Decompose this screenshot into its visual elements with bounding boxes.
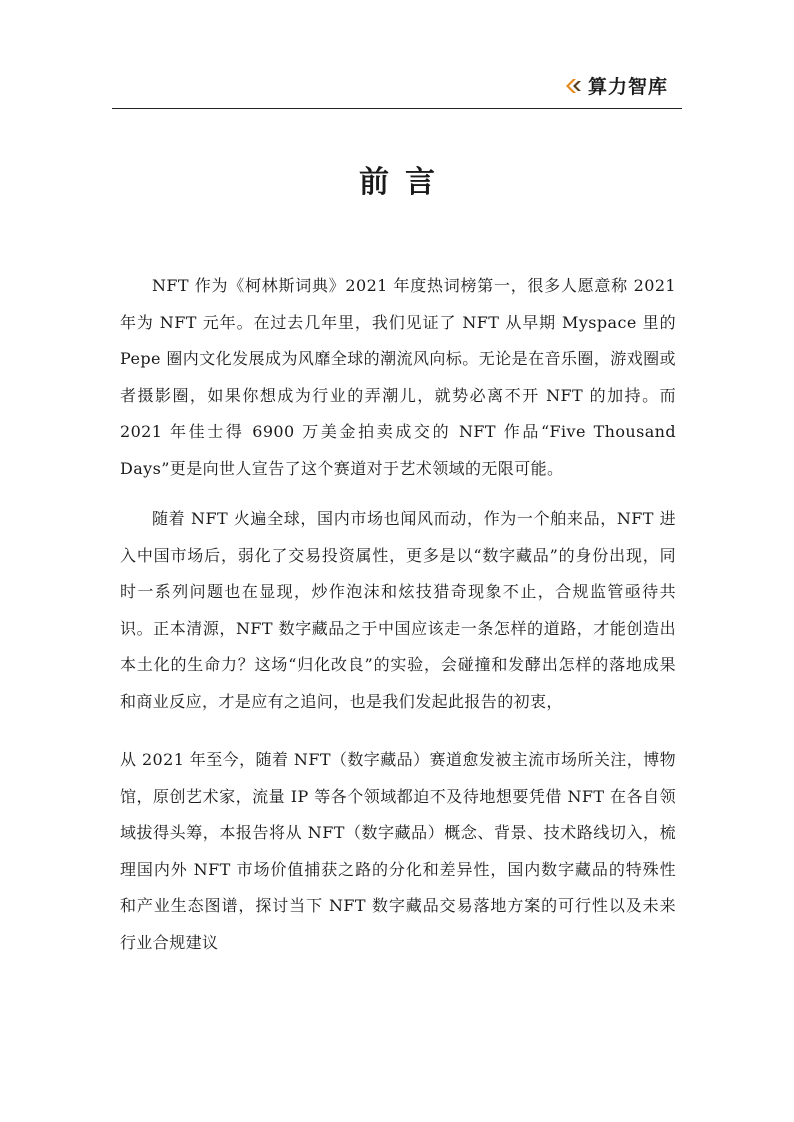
paragraph-3: 从 2021 年至今，随着 NFT（数字藏品）赛道愈发被主流市场所关注，博物馆，原创艺术家，流量 IP 等各个领域都迫不及待地想要凭借 NFT 在各自领域拔得头筹，本报告将从 NFT（数字藏品）概念、背景、技术路线切入，梳理国内外 NFT 市场价值捕获之路的分化和差异性，国内数字藏品的特殊性和产业生态图谱，探讨当下 NFT 数字藏品交易落地方案的可行性以及未来行业合规建议 bbox=[120, 750, 676, 952]
page-header bbox=[112, 60, 682, 109]
paragraph-1: NFT 作为《柯林斯词典》2021 年度热词榜第一，很多人愿意称 2021 年为 NFT 元年。在过去几年里，我们见证了 NFT 从早期 Myspace 里的 Pepe 圈内文化发展成为风靡全球的潮流风向标。无论是在音乐圈，游戏圈或者摄影圈，如果你想成为行业的弄潮儿，就势必离不开 NFT 的加持。而 2021 年佳士得 6900 万美金拍卖成交的 NFT 作品“Five Thousand Days”更是向世人宣告了这个赛道对于艺术领域的无限可能。 bbox=[120, 276, 676, 478]
logo bbox=[564, 72, 668, 99]
body-text bbox=[120, 268, 676, 961]
logo-mark-icon bbox=[564, 76, 584, 96]
page-title: 前言 bbox=[359, 165, 451, 200]
logo-text: 算力智库 bbox=[587, 76, 668, 98]
paragraph-2: 随着 NFT 火遍全球，国内市场也闻风而动，作为一个舶来品，NFT 进入中国市场后，弱化了交易投资属性，更多是以“数字藏品”的身份出现，同时一系列问题也在显现，炒作泡沫和炫技猎奇现象不止，合规监管亟待共识。正本清源，NFT 数字藏品之于中国应该走一条怎样的道路，才能创造出本土化的生命力？这场“归化改良”的实验，会碰撞和发酵出怎样的落地成果和商业反应，才是应有之追问，也是我们发起此报告的初衷， bbox=[120, 509, 676, 711]
